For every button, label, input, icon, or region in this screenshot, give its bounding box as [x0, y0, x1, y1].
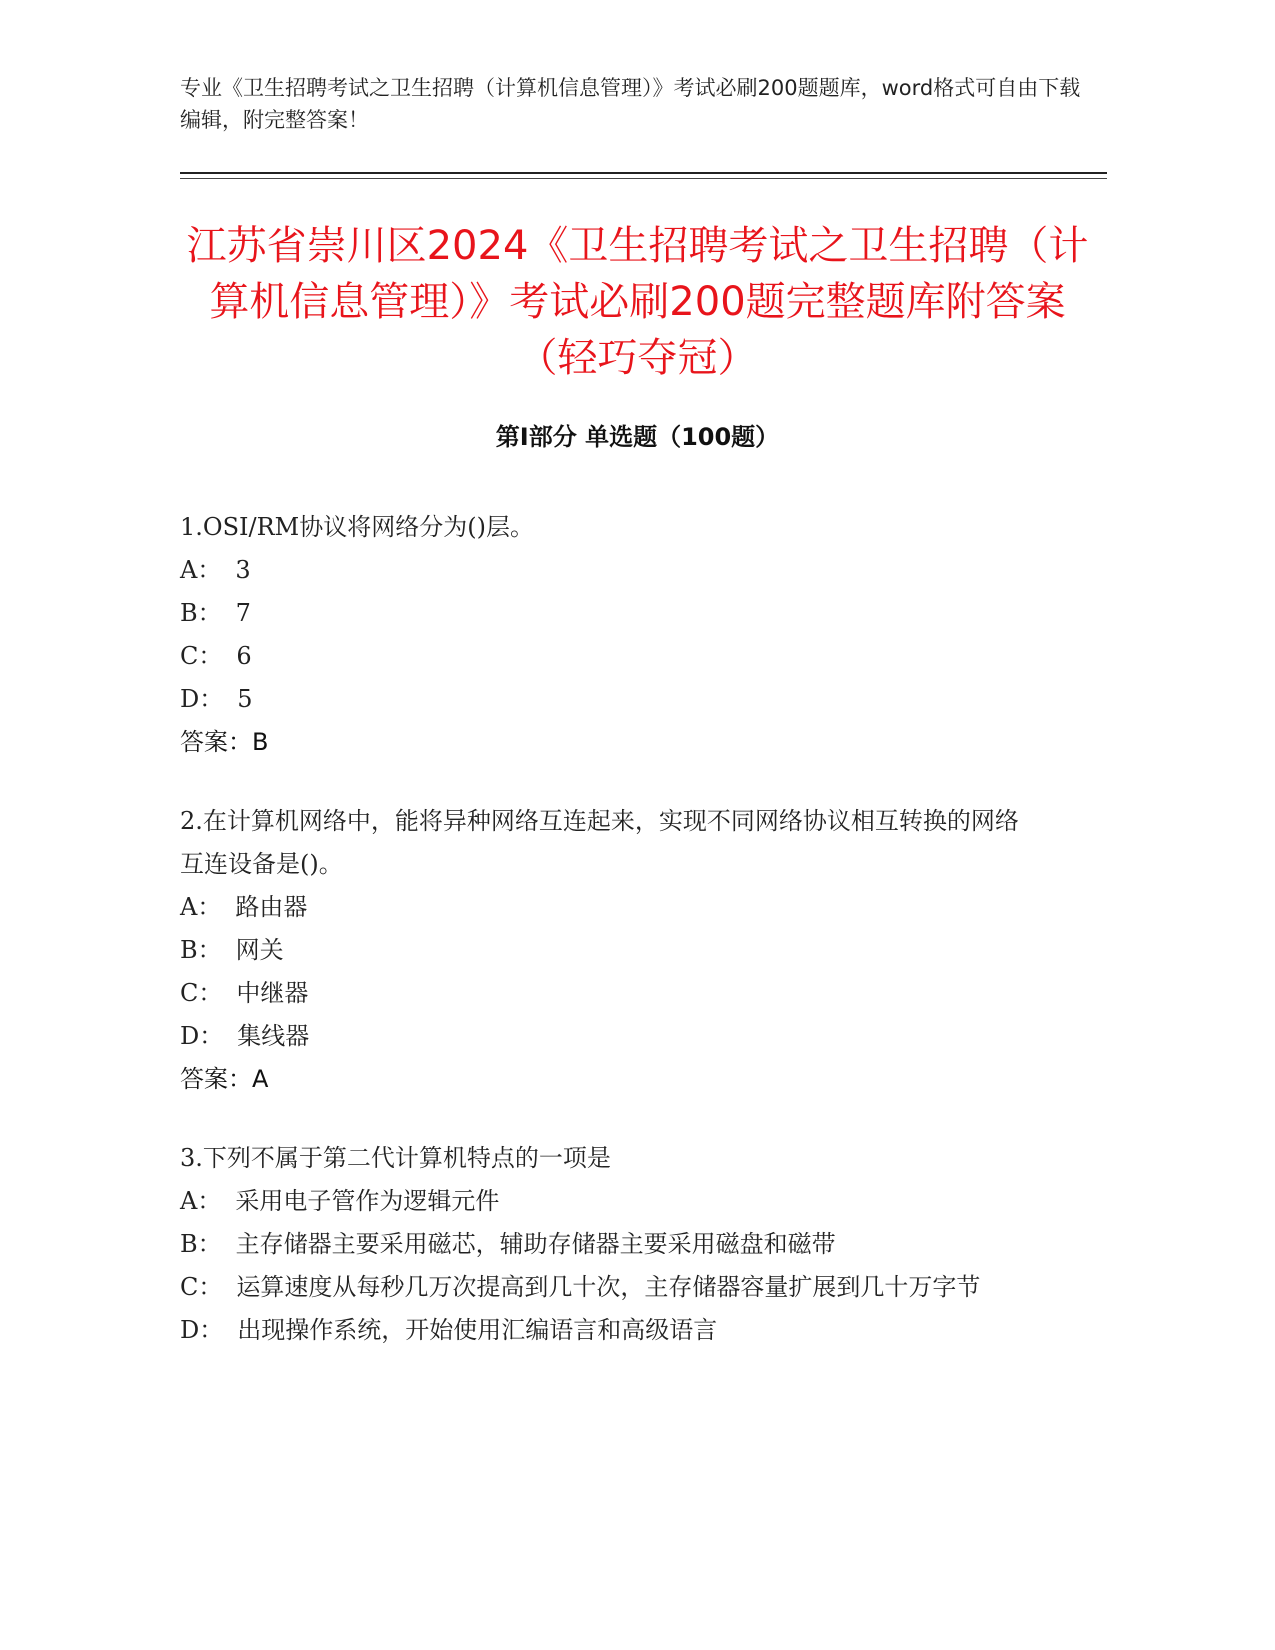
option-key: A： [180, 1187, 222, 1215]
option-key: C： [180, 642, 223, 670]
question-3 [180, 1137, 1040, 1352]
option-c [180, 635, 1040, 678]
option-text: 5 [237, 685, 253, 713]
option-text: 网关 [235, 936, 284, 964]
option-a [180, 1180, 1040, 1223]
option-key: D： [180, 1022, 224, 1050]
option-key: B： [180, 1230, 222, 1258]
option-text: 中继器 [236, 979, 309, 1007]
option-a [180, 549, 1040, 592]
option-key: A： [180, 556, 222, 584]
question-2 [180, 800, 1040, 1101]
option-text: 3 [235, 556, 251, 584]
option-key: C： [180, 1273, 223, 1301]
option-d [180, 1015, 1040, 1058]
option-b [180, 1223, 1040, 1266]
option-text: 采用电子管作为逻辑元件 [235, 1187, 500, 1215]
question-list [180, 506, 1040, 1388]
header-note: 专业《卫生招聘考试之卫生招聘（计算机信息管理）》考试必刷200题题库，word格式可自由下载编辑，附完整答案！ [180, 76, 1081, 132]
document-title: 江苏省崇川区2024《卫生招聘考试之卫生招聘（计算机信息管理）》考试必刷200题完整题库附答案（轻巧夺冠） [186, 223, 1089, 381]
question-stem: 2.在计算机网络中，能将异种网络互连起来，实现不同网络协议相互转换的网络互连设备是()。 [180, 807, 1019, 878]
option-key: D： [180, 685, 224, 713]
option-text: 集线器 [237, 1022, 310, 1050]
header-divider-thin [180, 178, 1107, 179]
option-text: 路由器 [235, 893, 308, 921]
option-key: C： [180, 979, 223, 1007]
option-text: 出现操作系统，开始使用汇编语言和高级语言 [237, 1316, 718, 1344]
option-d [180, 678, 1040, 721]
section-title: 第Ⅰ部分 单选题（100题） [495, 423, 780, 451]
header-divider-thick [180, 172, 1107, 174]
option-text: 6 [236, 642, 252, 670]
option-text: 7 [235, 599, 251, 627]
option-key: B： [180, 936, 222, 964]
option-key: A： [180, 893, 222, 921]
question-stem: 1.OSI/RM协议将网络分为()层。 [180, 513, 534, 541]
option-key: B： [180, 599, 222, 627]
option-b [180, 592, 1040, 635]
option-c [180, 1266, 1040, 1309]
answer-line: 答案：B [180, 728, 269, 756]
question-stem: 3.下列不属于第二代计算机特点的一项是 [180, 1144, 611, 1172]
option-key: D： [180, 1316, 224, 1344]
question-1 [180, 506, 1040, 764]
option-text: 主存储器主要采用磁芯，辅助存储器主要采用磁盘和磁带 [235, 1230, 836, 1258]
option-a [180, 886, 1040, 929]
option-d [180, 1309, 1040, 1352]
option-text: 运算速度从每秒几万次提高到几十次，主存储器容量扩展到几十万字节 [236, 1273, 981, 1301]
option-c [180, 972, 1040, 1015]
option-b [180, 929, 1040, 972]
answer-line: 答案：A [180, 1065, 269, 1093]
